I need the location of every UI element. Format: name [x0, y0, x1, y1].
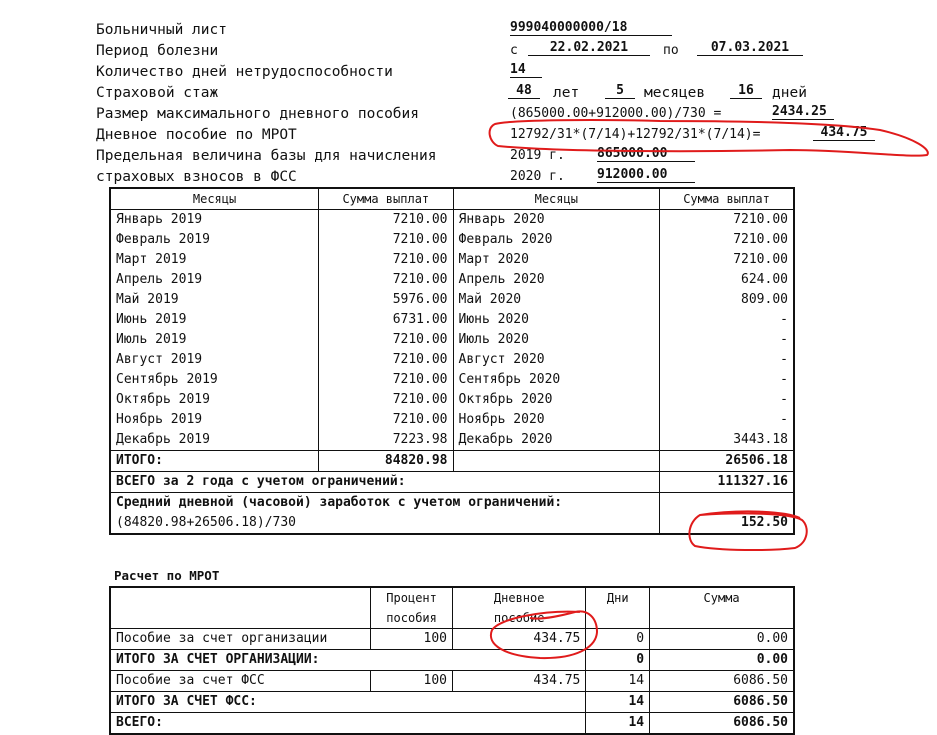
base-2020-year: 2020 г.: [510, 169, 565, 184]
days-word: дней: [772, 85, 807, 101]
experience-label: Страховой стаж: [96, 85, 219, 101]
earnings-row: [110, 330, 794, 350]
fss-total-row: [110, 692, 794, 713]
month-2020: Ноябрь 2020: [453, 410, 660, 430]
org-total-sum: 0.00: [650, 650, 794, 671]
sum-2020: -: [660, 370, 794, 390]
total-2019: 84820.98: [319, 451, 453, 472]
max-daily-label: Размер максимального дневного пособия: [96, 106, 420, 122]
fss-total-sum: 6086.50: [650, 692, 794, 713]
mrot-header-row: [110, 587, 794, 608]
fss-percent: 100: [371, 671, 453, 692]
months-word: месяцев: [644, 85, 706, 101]
base-2020-value: 912000.00: [597, 167, 695, 183]
month-2020: Сентябрь 2020: [453, 370, 660, 390]
all-total-row: [110, 713, 794, 735]
sick-list-label: Больничный лист: [96, 22, 227, 38]
mrot-table: [109, 586, 795, 735]
earnings-row: [110, 410, 794, 430]
sum-2019: 7210.00: [319, 350, 453, 370]
col-sum-2019: Сумма выплат: [319, 188, 453, 210]
sum-2019: 7210.00: [319, 270, 453, 290]
earnings-row: [110, 310, 794, 330]
org-days: 0: [586, 629, 650, 650]
all-total-sum: 6086.50: [650, 713, 794, 735]
sum-2020: 7210.00: [660, 230, 794, 250]
month-2020: Август 2020: [453, 350, 660, 370]
period-to-date: 07.03.2021: [697, 40, 803, 56]
avg-formula: (84820.98+26506.18)/730: [110, 513, 660, 534]
all-total-label: ВСЕГО:: [110, 713, 586, 735]
earnings-row: [110, 370, 794, 390]
period-to-prefix: по: [663, 43, 679, 58]
col-month-2019: Месяцы: [110, 188, 319, 210]
fss-total-label: ИТОГО ЗА СЧЕТ ФСС:: [110, 692, 586, 713]
avg-label: Средний дневной (часовой) заработок с учетом ограничений:: [110, 493, 660, 514]
sum-2020: 7210.00: [660, 250, 794, 270]
org-total-row: [110, 650, 794, 671]
grand-total-value: 111327.16: [660, 472, 794, 493]
total-label: ИТОГО:: [110, 451, 319, 472]
earnings-row: [110, 350, 794, 370]
base-2019-value: 865000.00: [597, 146, 695, 162]
period-from-prefix: с: [510, 43, 518, 58]
sum-2019: 7210.00: [319, 370, 453, 390]
grand-total-label: ВСЕГО за 2 года с учетом ограничений:: [110, 472, 660, 493]
col-month-2020: Месяцы: [453, 188, 660, 210]
month-2019: Апрель 2019: [110, 270, 319, 290]
sum-2019: 7210.00: [319, 410, 453, 430]
sick-list-number: 999040000000/18: [510, 20, 672, 36]
sum-2019: 7210.00: [319, 390, 453, 410]
month-2019: Июнь 2019: [110, 310, 319, 330]
mrot-formula: 12792/31*(7/14)+12792/31*(7/14)=: [510, 127, 761, 142]
earnings-row: [110, 250, 794, 270]
col-days: Дни: [586, 587, 650, 608]
earnings-row: [110, 390, 794, 410]
sum-2020: -: [660, 350, 794, 370]
all-total-days: 14: [586, 713, 650, 735]
sum-2020: 3443.18: [660, 430, 794, 451]
earnings-row: [110, 210, 794, 231]
sum-2019: 7210.00: [319, 230, 453, 250]
earnings-total-row: [110, 451, 794, 472]
earnings-table: [109, 187, 795, 535]
earnings-header-row: [110, 188, 794, 210]
sum-2020: 624.00: [660, 270, 794, 290]
base-2019-year: 2019 г.: [510, 148, 565, 163]
sum-2020: -: [660, 390, 794, 410]
days-value: 14: [510, 62, 542, 78]
month-2020: Июль 2020: [453, 330, 660, 350]
month-2019: Январь 2019: [110, 210, 319, 231]
sum-2020: -: [660, 310, 794, 330]
month-2019: Март 2019: [110, 250, 319, 270]
earnings-row: [110, 230, 794, 250]
years-word: лет: [553, 85, 580, 101]
month-2020: Октябрь 2020: [453, 390, 660, 410]
max-daily-formula: (865000.00+912000.00)/730 =: [510, 106, 722, 121]
col-daily-1: Дневное: [453, 587, 586, 608]
sum-2020: -: [660, 410, 794, 430]
earnings-row: [110, 270, 794, 290]
fss-daily: 434.75: [453, 671, 586, 692]
mrot-value: 434.75: [813, 125, 875, 141]
col-daily-2: пособие: [453, 608, 586, 629]
month-2020: Март 2020: [453, 250, 660, 270]
org-label: Пособие за счет организации: [110, 629, 371, 650]
org-percent: 100: [371, 629, 453, 650]
experience-days: 16: [730, 83, 762, 99]
month-2019: Май 2019: [110, 290, 319, 310]
period-from-date: 22.02.2021: [528, 40, 650, 56]
sum-2019: 7223.98: [319, 430, 453, 451]
mrot-calc-title: Расчет по МРОТ: [114, 568, 220, 583]
days-label: Количество дней нетрудоспособности: [96, 64, 393, 80]
fss-total-days: 14: [586, 692, 650, 713]
month-2020: Январь 2020: [453, 210, 660, 231]
org-total-label: ИТОГО ЗА СЧЕТ ОРГАНИЗАЦИИ:: [110, 650, 586, 671]
sum-2019: 7210.00: [319, 330, 453, 350]
base-limit-label-1: Предельная величина базы для начисления: [96, 148, 437, 164]
month-2019: Октябрь 2019: [110, 390, 319, 410]
max-daily-value: 2434.25: [772, 104, 834, 120]
month-2020: Май 2020: [453, 290, 660, 310]
period-label: Период болезни: [96, 43, 219, 59]
fss-row: [110, 671, 794, 692]
earnings-row: [110, 290, 794, 310]
sum-2020: 809.00: [660, 290, 794, 310]
fss-sum: 6086.50: [650, 671, 794, 692]
sum-2020: 7210.00: [660, 210, 794, 231]
org-sum: 0.00: [650, 629, 794, 650]
earnings-row: [110, 430, 794, 451]
org-total-days: 0: [586, 650, 650, 671]
col-sum: Сумма: [650, 587, 794, 608]
col-percent-2: пособия: [371, 608, 453, 629]
fss-days: 14: [586, 671, 650, 692]
experience-months: 5: [605, 83, 635, 99]
avg-value: 152.50: [660, 493, 794, 535]
mrot-label: Дневное пособие по МРОТ: [96, 127, 297, 143]
base-limit-label-2: страховых взносов в ФСС: [96, 169, 297, 185]
grand-total-row: [110, 472, 794, 493]
month-2019: Сентябрь 2019: [110, 370, 319, 390]
total-2020: 26506.18: [660, 451, 794, 472]
experience-years: 48: [508, 83, 540, 99]
sum-2020: -: [660, 330, 794, 350]
month-2019: Июль 2019: [110, 330, 319, 350]
month-2020: Февраль 2020: [453, 230, 660, 250]
month-2019: Ноябрь 2019: [110, 410, 319, 430]
month-2020: Декабрь 2020: [453, 430, 660, 451]
month-2019: Декабрь 2019: [110, 430, 319, 451]
month-2019: Февраль 2019: [110, 230, 319, 250]
org-row: [110, 629, 794, 650]
sum-2019: 5976.00: [319, 290, 453, 310]
avg-row: [110, 493, 794, 514]
sum-2019: 7210.00: [319, 210, 453, 231]
col-percent-1: Процент: [371, 587, 453, 608]
sum-2019: 6731.00: [319, 310, 453, 330]
month-2020: Июнь 2020: [453, 310, 660, 330]
sum-2019: 7210.00: [319, 250, 453, 270]
fss-label: Пособие за счет ФСС: [110, 671, 371, 692]
month-2020: Апрель 2020: [453, 270, 660, 290]
month-2019: Август 2019: [110, 350, 319, 370]
org-daily: 434.75: [453, 629, 586, 650]
col-sum-2020: Сумма выплат: [660, 188, 794, 210]
